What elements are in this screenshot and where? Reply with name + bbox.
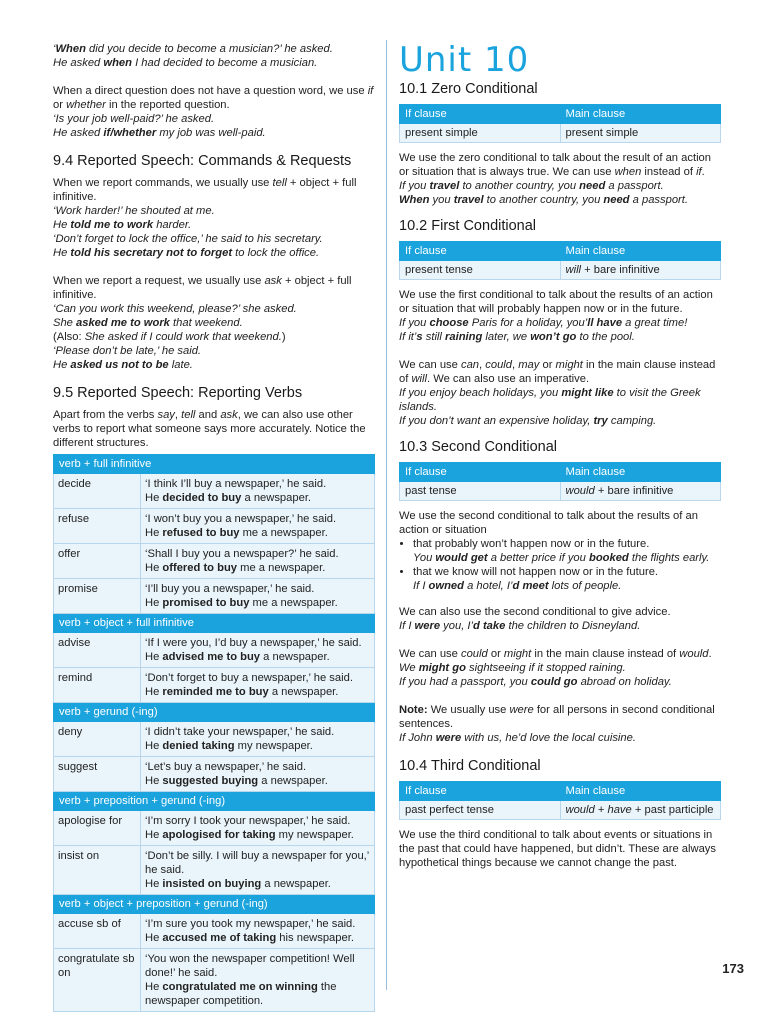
right-column [399,42,721,870]
example-line: He told his secretary not to forget to lock the office. [53,247,320,259]
verb-cell: insist on [54,846,141,895]
example-line: If John were with us, he’d love the local cuisine. [399,732,636,744]
body-text: We use the second conditional to talk about the results of an action or situation [399,510,698,536]
list-item: • that probably won’t happen now or in the future. You would get a better price if you booked the flights early. [413,537,721,565]
column-divider [386,40,387,990]
table-cell: present simple [400,124,561,143]
table-cell: past perfect tense [400,801,561,820]
list-item: • that we know will not happen now or in the future. If I owned a hotel, I’d meet lots of people. [413,565,721,593]
left-column [53,42,375,1012]
verb-cell: decide [54,474,141,509]
example-cell: ‘I’m sure you took my newspaper,’ he said. He accused me of taking his newspaper. [141,914,375,949]
example-line: ‘Can you work this weekend, please?’ she asked. [53,303,297,315]
section-heading: 9.4 Reported Speech: Commands & Requests [53,153,352,169]
conditional-table [399,462,721,501]
body-text: We can use could or might in the main clause instead of would. [399,648,712,660]
table-row [400,801,721,820]
verb-cell: deny [54,722,141,757]
section-heading: 10.2 First Conditional [399,218,537,234]
example-line: ‘Don’t forget to lock the office,’ he said to his secretary. [53,233,323,245]
table-row [54,811,375,846]
column-header: Main clause [560,782,721,801]
verb-cell: congratulate sb on [54,949,141,1012]
table-cell: will + bare infinitive [560,261,721,280]
example-cell: ‘Let’s buy a newspaper,’ he said. He suggested buying a newspaper. [141,757,375,792]
example-cell: ‘You won the newspaper competition! Well done!’ he said. He congratulated me on winning the newspaper competition. [141,949,375,1012]
body-text: When we report a request, we usually use ask + object + full infinitive. [53,275,352,301]
table-row [400,482,721,501]
example-cell: ‘Shall I buy you a newspaper?’ he said. He offered to buy me a newspaper. [141,544,375,579]
example-cell: ‘I think I’ll buy a newspaper,’ he said. He decided to buy a newspaper. [141,474,375,509]
example-line: We might go sightseeing if it stopped raining. [399,662,626,674]
conditional-table [399,241,721,280]
conditional-table [399,781,721,820]
table-row [54,949,375,1012]
table-cell: present tense [400,261,561,280]
group-header: verb + full infinitive [54,455,375,474]
verb-cell: refuse [54,509,141,544]
column-header: If clause [400,782,561,801]
example-line: (Also: She asked if I could work that weekend.) [53,331,286,343]
group-header: verb + object + full infinitive [54,614,375,633]
example-line: He told me to work harder. [53,219,192,231]
group-header: verb + gerund (-ing) [54,703,375,722]
section-heading: 10.4 Third Conditional [399,758,541,774]
example-cell: ‘I didn’t take your newspaper,’ he said. He denied taking my newspaper. [141,722,375,757]
table-row [54,846,375,895]
example-cell: ‘Don’t be silly. I will buy a newspaper for you,’ he said. He insisted on buying a newspaper. [141,846,375,895]
column-header: Main clause [560,242,721,261]
verb-cell: promise [54,579,141,614]
table-row [54,474,375,509]
page-number: 173 [722,961,744,976]
section-heading: 10.1 Zero Conditional [399,81,538,97]
example-line: If you enjoy beach holidays, you might like to visit the Greek islands. [399,387,701,413]
verb-cell: remind [54,668,141,703]
table-row [54,544,375,579]
table-row [54,633,375,668]
example-line: She asked me to work that weekend. [53,317,243,329]
body-text: We use the first conditional to talk about the results of an action or situation that will probably happen now or in the future. [399,289,713,315]
note: Note: We usually use were for all persons in second conditional sentences. [399,704,715,730]
body-text: When a direct question does not have a question word, we use if or whether in the reported question. [53,85,374,111]
verb-cell: accuse sb of [54,914,141,949]
example-line: When you travel to another country, you need a passport. [399,194,688,206]
table-row [54,722,375,757]
table-row [400,124,721,143]
example-line: If it’s still raining later, we won’t go to the pool. [399,331,635,343]
table-row [54,757,375,792]
example-line: He asked when I had decided to become a musician. [53,57,318,69]
example-line: If I were you, I’d take the children to Disneyland. [399,620,641,632]
example-line: He asked us not to be late. [53,359,193,371]
example-line: If you choose Paris for a holiday, you’ll have a great time! [399,317,688,329]
body-text: We can use can, could, may or might in the main clause instead of will. We can also use an imperative. [399,359,716,385]
body-text: We can also use the second conditional to give advice. [399,606,671,618]
conditional-table [399,104,721,143]
verb-cell: suggest [54,757,141,792]
example-cell: ‘If I were you, I’d buy a newspaper,’ he said. He advised me to buy a newspaper. [141,633,375,668]
bullet-list [399,537,721,593]
example-line: ‘Please don’t be late,’ he said. [53,345,202,357]
table-row [54,668,375,703]
verb-cell: apologise for [54,811,141,846]
example-line: ‘When did you decide to become a musician?’ he asked. [53,43,333,55]
example-cell: ‘I won’t buy you a newspaper,’ he said. He refused to buy me a newspaper. [141,509,375,544]
group-header: verb + object + preposition + gerund (-ing) [54,895,375,914]
example-cell: ‘I’m sorry I took your newspaper,’ he said. He apologised for taking my newspaper. [141,811,375,846]
example-line: If you travel to another country, you need a passport. [399,180,664,192]
column-header: If clause [400,105,561,124]
example-line: ‘Is your job well-paid?’ he asked. [53,113,215,125]
example-line: If you had a passport, you could go abroad on holiday. [399,676,672,688]
example-cell: ‘Don’t forget to buy a newspaper,’ he said. He reminded me to buy a newspaper. [141,668,375,703]
table-cell: would + bare infinitive [560,482,721,501]
table-cell: present simple [560,124,721,143]
body-text: We use the zero conditional to talk about the result of an action or situation that is always true. We can use when instead of if. [399,152,711,178]
verb-cell: advise [54,633,141,668]
body-text: We use the third conditional to talk about events or situations in the past that could have happened, but didn’t. These are always hypothetical things because we cannot change the past. [399,829,716,869]
example-cell: ‘I’ll buy you a newspaper,’ he said. He promised to buy me a newspaper. [141,579,375,614]
table-cell: past tense [400,482,561,501]
example-line: ‘Work harder!’ he shouted at me. [53,205,215,217]
group-header: verb + preposition + gerund (-ing) [54,792,375,811]
example-line: He asked if/whether my job was well-paid. [53,127,266,139]
table-row [54,914,375,949]
column-header: Main clause [560,463,721,482]
table-row [54,579,375,614]
verb-cell: offer [54,544,141,579]
reporting-verbs-table [53,454,375,1012]
body-text: When we report commands, we usually use tell + object + full infinitive. [53,177,357,203]
column-header: If clause [400,242,561,261]
column-header: Main clause [560,105,721,124]
section-heading: 10.3 Second Conditional [399,439,558,455]
unit-title: Unit 10 [399,40,530,80]
body-text: Apart from the verbs say, tell and ask, we can also use other verbs to report what someone says more accurately. Notice the different structures. [53,409,366,449]
column-header: If clause [400,463,561,482]
table-row [54,509,375,544]
example-line: If you don’t want an expensive holiday, try camping. [399,415,657,427]
section-heading: 9.5 Reported Speech: Reporting Verbs [53,385,303,401]
table-cell: would + have + past participle [560,801,721,820]
table-row [400,261,721,280]
